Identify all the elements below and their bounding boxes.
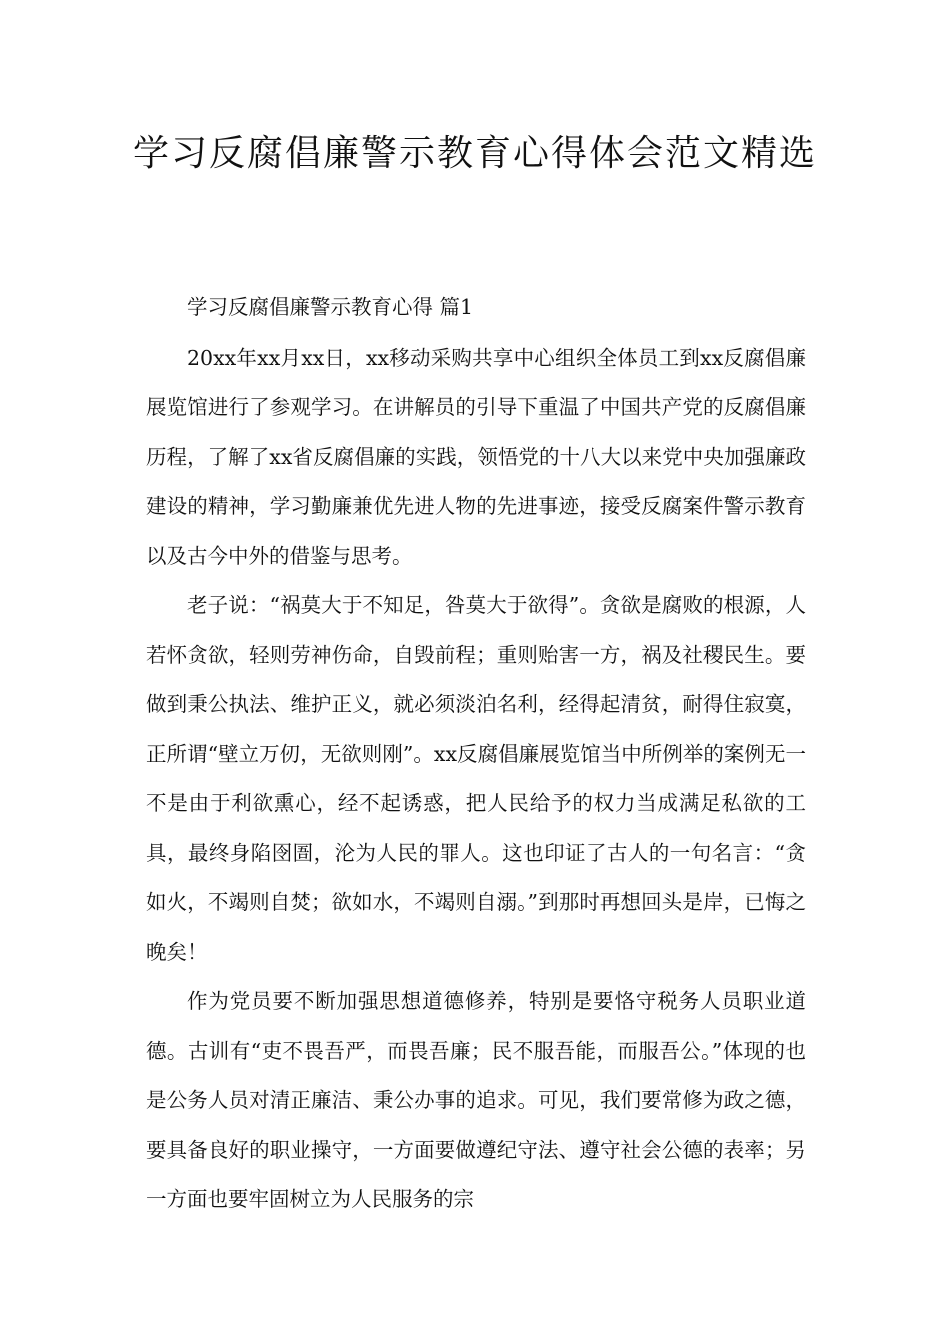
document-body: [146, 283, 806, 1225]
document-title: 学习反腐倡廉警示教育心得体会范文精选: [132, 133, 817, 174]
section-heading: 学习反腐倡廉警示教育心得 篇1: [187, 295, 474, 319]
paragraph-3: 作为党员要不断加强思想道德修养，特别是要恪守税务人员职业道德。古训有“吏不畏吾严，而畏吾廉；民不服吾能，而服吾公。”体现的也是公务人员对清正廉洁、秉公办事的追求。可见，我们要常修为政之德，要具备良好的职业操守，一方面要做遵纪守法、遵守社会公德的表率；另一方面也要牢固树立为人民服务的宗: [146, 989, 806, 1211]
paragraph-1: 20xx年xx月xx日，xx移动采购共享中心组织全体员工到xx反腐倡廉展览馆进行了参观学习。在讲解员的引导下重温了中国共产党的反腐倡廉历程，了解了xx省反腐倡廉的实践，领悟党的十八大以来党中央加强廉政建设的精神，学习勤廉兼优先进人物的先进事迹，接受反腐案件警示教育以及古今中外的借鉴与思考。: [146, 345, 806, 568]
paragraph-2: 老子说：“祸莫大于不知足，咎莫大于欲得”。贪欲是腐败的根源，人若怀贪欲，轻则劳神伤命，自毁前程；重则贻害一方，祸及社稷民生。要做到秉公执法、维护正义，就必须淡泊名利，经得起清贫，耐得住寂寞，正所谓“壁立万仞，无欲则刚”。xx反腐倡廉展览馆当中所例举的案例无一不是由于利欲熏心，经不起诱惑，把人民给予的权力当成满足私欲的工具，最终身陷囹圄，沦为人民的罪人。这也印证了古人的一句名言：“贪如火，不竭则自焚；欲如水，不竭则自溺。”到那时再想回头是岸，已悔之晚矣！: [146, 593, 806, 964]
